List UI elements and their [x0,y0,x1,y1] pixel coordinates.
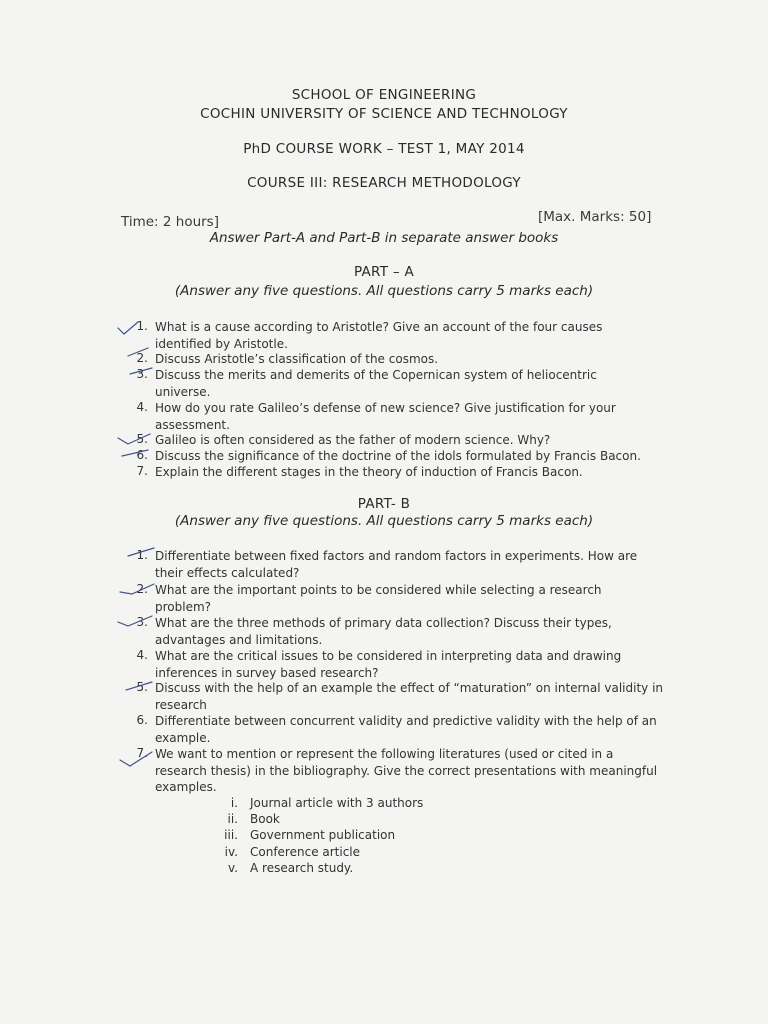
part-b-q4-line1: What are the critical issues to be considered in interpreting data and drawing [155,649,622,663]
part-b-q6-number: 6. [136,713,148,727]
part-a-q5-line1: Galileo is often considered as the father of modern science. Why? [155,433,551,447]
part-b-q1-line2: their effects calculated? [155,565,300,580]
answer-instruction: Answer Part-A and Part-B in separate answer books [209,230,559,246]
sub-item-iv-number: iv. [224,845,238,859]
max-marks: [Max. Marks: 50] [538,209,652,225]
part-a-q2-number: 2. [136,351,148,365]
part-b-q1-line1: Differentiate between fixed factors and random factors in experiments. How are [155,549,638,563]
part-a-q1-line1: What is a cause according to Aristotle? Give an account of the four causes [155,320,603,334]
sub-item-iv: Conference article [250,845,361,859]
part-a-q7-line1: Explain the different stages in the theory of induction of Francis Bacon. [155,465,583,479]
sub-item-iii: Government publication [250,828,396,842]
part-a-title: PART – A [353,264,415,280]
part-a-q1-line2: identified by Aristotle. [155,336,288,351]
part-a-q3-line2: universe. [155,384,211,399]
part-b-q2-line2: problem? [155,599,212,614]
part-b-q5-line1: Discuss with the help of an example the effect of “maturation” on internal validity in [155,681,664,695]
part-b-q2-number: 2. [136,582,148,596]
part-a-q6-number: 6. [136,448,148,462]
part-a-q7-number: 7. [136,464,148,478]
part-b-q6-line1: Differentiate between concurrent validity and predictive validity with the help of an [155,714,657,728]
part-b-instruction: (Answer any five questions. All questions carry 5 marks each) [174,513,594,529]
sub-item-i-number: i. [230,796,238,810]
part-b-q4-number: 4. [136,648,148,662]
part-b-q2-line1: What are the important points to be considered while selecting a research [155,583,602,597]
part-a-q2-line1: Discuss Aristotle’s classification of the cosmos. [155,352,439,366]
tick-mark-a2 [128,348,148,356]
part-a-q5-number: 5. [136,432,148,446]
sub-item-i: Journal article with 3 authors [250,796,424,810]
tick-mark-b5 [126,682,152,690]
tick-mark-b1 [128,548,154,556]
test-title: PhD COURSE WORK – TEST 1, MAY 2014 [243,141,525,157]
part-a-q4-line1: How do you rate Galileo’s defense of new science? Give justification for your [155,401,616,415]
part-b-q3-line2: advantages and limitations. [155,632,323,647]
part-b-q7-line1: We want to mention or represent the following literatures (used or cited in a [155,747,614,761]
part-a-instruction: (Answer any five questions. All questions carry 5 marks each) [174,283,594,299]
university-name: COCHIN UNIVERSITY OF SCIENCE AND TECHNOLOGY [200,106,568,122]
part-a-q3-line1: Discuss the merits and demerits of the Copernican system of heliocentric [155,368,597,382]
school-name: SCHOOL OF ENGINEERING [291,87,477,103]
part-b-q7-line2: research thesis) in the bibliography. Give the correct presentations with meaningful [155,763,658,778]
sub-item-v: A research study. [250,861,354,875]
tick-mark-a3 [130,368,152,374]
sub-item-ii: Book [250,812,280,826]
tick-mark-b7 [120,752,152,766]
course-title: COURSE III: RESEARCH METHODOLOGY [247,175,521,191]
part-a-q4-line2: assessment. [155,417,230,432]
sub-item-iii-number: iii. [224,828,238,842]
part-a-q4-number: 4. [136,400,148,414]
sub-item-ii-number: ii. [227,812,238,826]
tick-mark-a6 [122,450,148,456]
time-allowed: Time: 2 hours] [121,214,219,230]
part-a-q3-number: 3. [136,367,148,381]
part-b-q3-number: 3. [136,615,148,629]
part-a-q1-number: 1. [136,319,148,333]
part-b-q3-line1: What are the three methods of primary data collection? Discuss their types, [155,616,612,630]
tick-mark-a1 [118,322,138,334]
part-b-q5-number: 5. [136,680,148,694]
part-b-q1-number: 1. [136,548,148,562]
part-b-title: PART- B [357,496,411,512]
tick-mark-b2 [120,584,154,594]
part-b-q6-line2: example. [155,730,211,745]
part-b-q7-line3: examples. [155,780,217,794]
part-b-q7-number: 7. [136,746,148,760]
tick-mark-a5 [118,434,150,444]
tick-mark-b3 [118,616,152,626]
part-b-q5-line2: research [155,697,207,712]
sub-item-v-number: v. [228,861,238,875]
part-b-q4-line2: inferences in survey based research? [155,665,379,680]
part-a-q6-line1: Discuss the significance of the doctrine of the idols formulated by Francis Bacon. [155,449,641,463]
